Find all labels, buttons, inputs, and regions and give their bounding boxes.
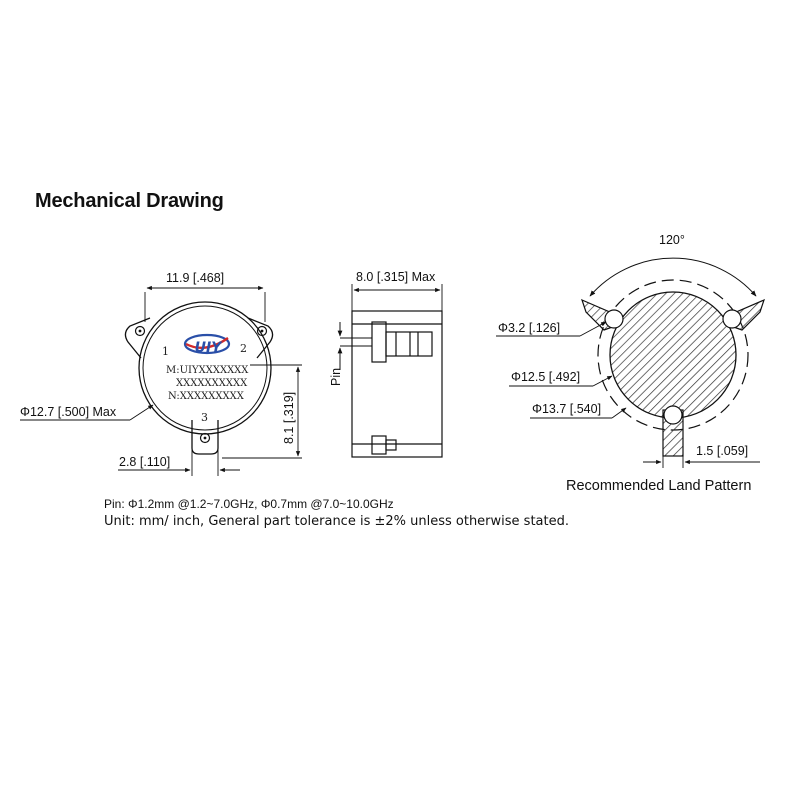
dim-angle-label: 120° (659, 233, 685, 247)
dim-tab-label: 2.8 [.110] (119, 455, 171, 469)
land-pattern-caption: Recommended Land Pattern (566, 478, 752, 494)
page-title: Mechanical Drawing (35, 190, 224, 212)
dim-height-label: 8.1 [.319] (282, 391, 296, 444)
side-view (329, 270, 442, 457)
dim-angle (590, 258, 756, 296)
marking-line-2: XXXXXXXXXX (176, 378, 248, 389)
side-body (352, 311, 442, 457)
dim-depth (352, 284, 442, 311)
port-2-label: 2 (240, 342, 247, 355)
marking-line-1: M:UIYXXXXXXX (166, 365, 249, 376)
dim-slot-label: Φ3.2 [.126] (498, 321, 561, 335)
uiy-logo (185, 335, 229, 356)
marking-line-3: N:XXXXXXXXX (168, 391, 244, 402)
dim-trace-label: 1.5 [.059] (696, 444, 749, 458)
land-pad (610, 292, 736, 418)
dim-inner-label: Φ12.5 [.492] (511, 370, 581, 384)
port-3-label: 3 (201, 411, 208, 424)
dim-outer-label: Φ13.7 [.540] (532, 402, 602, 416)
front-view (20, 271, 302, 476)
pin-label: Pin (329, 367, 343, 386)
pin (340, 322, 372, 370)
unit-note: Unit: mm/ inch, General part tolerance is ±2% unless otherwise stated. (104, 514, 569, 529)
dim-width-label: 11.9 [.468] (166, 271, 225, 285)
pin-note: Pin: Φ1.2mm @1.2~7.0GHz, Φ0.7mm @7.0~10.0GHz (104, 497, 394, 511)
dim-outer-diameter-label: Φ12.7 [.500] Max (20, 405, 117, 419)
port-1-label: 1 (162, 345, 169, 358)
land-pattern (496, 233, 764, 468)
dim-depth-label: 8.0 [.315] Max (356, 270, 436, 284)
svg-text:UIY: UIY (194, 340, 222, 356)
